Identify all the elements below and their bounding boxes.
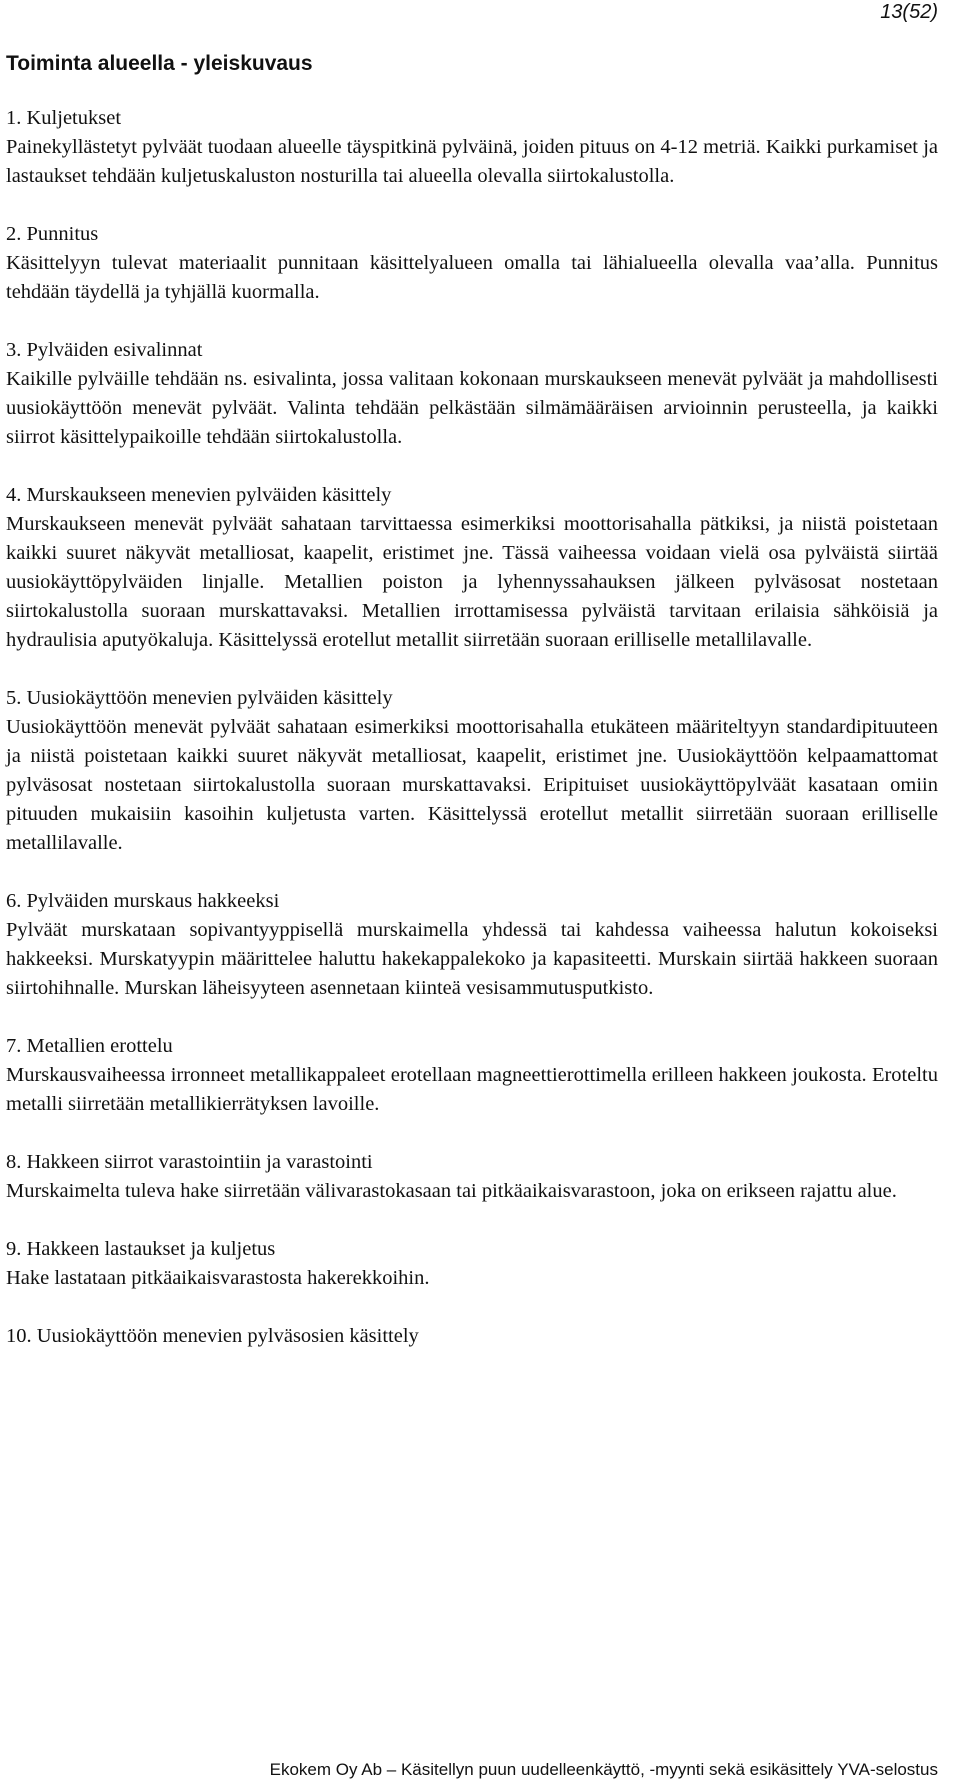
section-body: Murskausvaiheessa irronneet metallikappaleet erotellaan magneettierottimella erilleen hakkeen joukosta. Eroteltu metalli siirretään metallikierrätyksen lavoille. (6, 1064, 938, 1115)
section-heading: 4. Murskaukseen menevien pylväiden käsittely (6, 484, 392, 506)
section-pylvaiden-esivalinnat (6, 336, 938, 452)
section-body: Hake lastataan pitkäaikaisvarastosta hakerekkoihin. (6, 1267, 430, 1289)
section-murskaukseen-menevat (6, 481, 938, 655)
section-metallien-erottelu (6, 1032, 938, 1119)
section-heading: 1. Kuljetukset (6, 107, 122, 129)
footer-text: Ekokem Oy Ab – Käsitellyn puun uudelleenkäyttö, -myynti sekä esikäsittely YVA-selostus (269, 1760, 938, 1779)
section-hakkeen-siirrot (6, 1148, 938, 1206)
section-heading: 8. Hakkeen siirrot varastointiin ja varastointi (6, 1151, 373, 1173)
section-hakkeen-lastaukset (6, 1235, 938, 1293)
section-uusiokayttoon-menevat (6, 684, 938, 858)
section-body: Murskaukseen menevät pylväät sahataan tarvittaessa esimerkiksi moottorisahalla pätkiksi, ja niistä poistetaan kaikki suuret näkyvät metalliosat, kaapelit, eristimet jne. Tässä vaiheessa voidaan vielä osa pylväistä siirtää uusiokäyttöpylväiden linjalle. Metallien poiston ja lyhennyssahauksen jälkeen pylväsosat nostetaan siirtokalustolla suoraan murskattavaksi. Metallien irrottamisessa pylväistä tarvitaan erilaisia sähköisiä ja hydraulisia aputyökaluja. Käsittelyssä erotellut metallit siirretään suoraan erilliselle metallilavalle. (6, 513, 938, 651)
section-body: Uusiokäyttöön menevät pylväät sahataan esimerkiksi moottorisahalla etukäteen määriteltyyn standardipituuteen ja niistä poistetaan kaikki suuret näkyvät metalliosat, kaapelit, eristimet jne. Uusiokäyttöön kelpaamattomat pylväsosat nostetaan siirtokalustolla suoraan murskattavaksi. Eripituiset uusiokäyttöpylväät kasataan omiin pituuden mukaisiin kasoihin kuljetusta varten. Käsittelyssä erotellut metallit siirretään suoraan erilliselle metallilavalle. (6, 716, 938, 854)
section-heading: 3. Pylväiden esivalinnat (6, 339, 203, 361)
section-heading: 5. Uusiokäyttöön menevien pylväiden käsittely (6, 687, 393, 709)
section-heading: 6. Pylväiden murskaus hakkeeksi (6, 890, 280, 912)
section-body: Käsittelyyn tulevat materiaalit punnitaan käsittelyalueen omalla tai lähialueella olevalla vaa’alla. Punnitus tehdään täydellä ja tyhjällä kuormalla. (6, 252, 938, 303)
section-kuljetukset (6, 104, 938, 191)
section-heading: 9. Hakkeen lastaukset ja kuljetus (6, 1238, 276, 1260)
section-uusiokayttoon-pylvasosat (6, 1322, 938, 1351)
section-heading: 7. Metallien erottelu (6, 1035, 173, 1057)
section-heading: 10. Uusiokäyttöön menevien pylväsosien käsittely (6, 1325, 419, 1347)
section-body: Kaikille pylväille tehdään ns. esivalinta, jossa valitaan kokonaan murskaukseen menevät pylväät ja mahdollisesti uusiokäyttöön menevät pylväät. Valinta tehdään pelkästään silmämääräisen arvioinnin perusteella, ja kaikki siirrot käsittelypaikoille tehdään siirtokalustolla. (6, 368, 938, 448)
section-punnitus (6, 220, 938, 307)
section-heading: 2. Punnitus (6, 223, 99, 245)
document-body (6, 104, 938, 1380)
page-title: Toiminta alueella - yleiskuvaus (6, 52, 313, 75)
section-body: Murskaimelta tuleva hake siirretään välivarastokasaan tai pitkäaikaisvarastoon, joka on erikseen rajattu alue. (6, 1180, 897, 1202)
section-body: Painekyllästetyt pylväät tuodaan alueelle täyspitkinä pylväinä, joiden pituus on 4-12 metriä. Kaikki purkamiset ja lastaukset tehdään kuljetuskaluston nosturilla tai alueella olevalla siirtokalustolla. (6, 136, 938, 187)
page-number: 13(52) (880, 1, 938, 23)
section-body: Pylväät murskataan sopivantyyppisellä murskaimella yhdessä tai kahdessa vaiheessa halutun kokoiseksi hakkeeksi. Murskatyypin määrittelee haluttu hakekappalekoko ja kapasiteetti. Murskain siirtää hakkeen suoraan siirtohihnalle. Murskan läheisyyteen asennetaan kiinteä vesisammutusputkisto. (6, 919, 938, 999)
section-murskaus-hakkeeksi (6, 887, 938, 1003)
